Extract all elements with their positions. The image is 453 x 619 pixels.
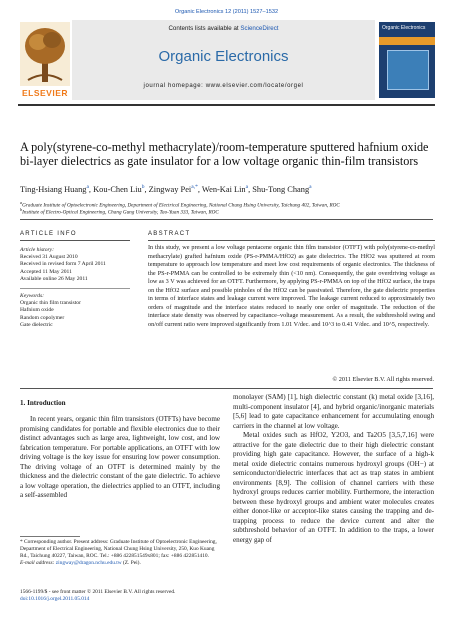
- journal-cover-thumbnail: [379, 22, 435, 98]
- info-top-rule: [20, 219, 433, 220]
- contents-prefix: Contents lists available at: [168, 25, 241, 32]
- cover-image: [387, 50, 429, 90]
- author-affiliation-marker: a: [309, 184, 312, 190]
- keyword-1: Organic thin film transistor: [20, 300, 81, 307]
- author-affiliation-marker: b: [141, 184, 145, 190]
- doi-link[interactable]: doi:10.1016/j.orgel.2011.05.014: [20, 596, 90, 602]
- affiliation-a-marker: a: [20, 200, 23, 205]
- author-name: Wen-Kai Lin: [201, 184, 246, 194]
- keywords-block: [20, 293, 135, 329]
- author-separator: ,: [144, 184, 149, 194]
- abstract-text: In this study, we present a low voltage pentacene organic thin film transistor (OTFT) with poly(styrene-co-methyl methacrylate) grafted hafnium oxide (PS-r-PMMA/HfO2) as gate dielectrics. The HfO2 was sputtered at room temperature to approach low temperature and meet low cost requirements of organic electronics. The thickness of the PS-r-PMMA can be controlled to be extremely thin (<10 nm). Consequently, the gate overdriving voltage as low as 3 V was achieved for an OTFT. Furthermore, by applying PS-r-PMMA on top of the HfO2 surface, the traps on the HfO2 surface and possible pinholes of the HfO2 can be passivated. Therefore, the gate dielectric properties in terms of interface states and leakage current were improved. The leakage current reduced to approximately two orders of magnitude and the interface states reduced to nearly one order of magnitude. The reduction of the interface state density was observed by capacitance–voltage measurement. As a result, the subthreshold swing and on/off current ratio were improved significantly from 1.01 V/dec. and 10^3 to 0.41 V/dec. and 10^5, respectively.: [148, 244, 435, 328]
- keywords-label: Keywords:: [20, 293, 45, 299]
- footnote-rule: [20, 536, 80, 537]
- author-name: Shu-Tong Chang: [252, 184, 310, 194]
- journal-title: Organic Electronics: [158, 48, 289, 65]
- keyword-2: Hafnium oxide: [20, 307, 54, 314]
- history-label: Article history:: [20, 247, 55, 253]
- keywords-rule: [20, 288, 130, 289]
- author-separator: ,: [197, 184, 202, 194]
- introduction-heading: 1. Introduction: [20, 399, 66, 407]
- history-revised: Received in revised form 7 April 2011: [20, 261, 106, 268]
- elsevier-tree-logo-icon: [20, 22, 70, 98]
- author-name: Ting-Hsiang Huang: [20, 184, 87, 194]
- intro-left-paragraph: In recent years, organic thin film transistors (OTFTs) have become promising candidates for portable and flexible electronics due to their distinct advantages such as large area, lightweight, low cost, and low fabrication temperature. For portable applications, an OTFT with low driving voltage is the key issue for ensuring low power consumption. The driving voltage of an OTFT is determined mainly by the thickness and the dielectric constant of the gate dielectric. To achieve a low voltage operation, the dielectrics applied to an OTFT, including a self-assembled: [20, 415, 220, 499]
- article-history: [20, 247, 135, 283]
- corresponding-author-footnote: [20, 539, 220, 567]
- author-separator: ,: [248, 184, 253, 194]
- author-separator: ,: [88, 184, 94, 194]
- cover-title: Organic Electronics: [382, 25, 426, 31]
- article-meta: [20, 589, 280, 603]
- journal-homepage[interactable]: journal homepage: www.elsevier.com/locate/orgel: [143, 83, 304, 89]
- affiliation-b: [20, 207, 440, 216]
- abstract-rule: [148, 240, 435, 241]
- intro-right-paragraph-2: Metal oxides such as HfO2, Y2O3, and Ta2O5 [3,5,7,16] were attractive for the gate dielectric due to their high dielectric constant providing high gate capacitance. However, the surface of a high-k metal oxide dielectric contains numerous hydroxyl groups (OH−) at semiconductor/dielectric interfaces that act as trap states in ambient environments [8,9]. The collision of channel carriers with these hydroxyl groups reduces carrier mobility. Furthermore, the interaction between these hydroxyl groups and ambient water molecules creates either donor-like or acceptor-like states causing the trapping and de-trapping process to reduce the device current and alter the subthreshold behavior of an OTFT. In addition to the traps, a lower energy gap of: [233, 431, 434, 544]
- author-affiliation-marker: a: [245, 184, 249, 190]
- affiliation-b-marker: b: [20, 207, 23, 212]
- history-online: Available online 26 May 2011: [20, 275, 88, 282]
- author-name: Kou-Chen Liu: [93, 184, 142, 194]
- article-info-heading: ARTICLE INFO: [20, 231, 77, 237]
- article-title: A poly(styrene-co-methyl methacrylate)/room-temperature sputtered hafnium oxide bi-layer dielectrics as gate insulator for a low voltage organic thin-film transistors: [20, 140, 429, 168]
- affiliation-b-text: Institute of Electro-Optical Engineering, Chang Gung University, Tao-Yuan 333, Taiwan, ROC: [22, 209, 219, 216]
- issn-line: 1566-1199/$ - see front matter © 2011 Elsevier B.V. All rights reserved.: [20, 589, 176, 595]
- keyword-3: Random copolymer: [20, 314, 65, 321]
- email-label: E-mail address:: [20, 560, 56, 567]
- author-affiliation-marker: a,*: [191, 184, 198, 190]
- intro-right-paragraph-1: monolayer (SAM) [1], high dielectric constant (k) metal oxide [3,16], multi-component insulator [4], and hybrid organic/inorganic materials [5,6] lead to gate capacitance enhancement for accumulating enough carriers in the channel at low voltage.: [233, 393, 434, 430]
- sciencedirect-link[interactable]: ScienceDirect: [240, 25, 279, 32]
- abstract-copyright: © 2011 Elsevier B.V. All rights reserved.: [332, 376, 434, 383]
- author-list: [20, 184, 440, 194]
- author-name: Zingway Pei: [148, 184, 192, 194]
- cover-band: [379, 37, 435, 45]
- contents-availability: [72, 25, 375, 32]
- article-info-rule: [20, 240, 130, 241]
- footnote-email-line: [20, 560, 220, 567]
- abstract-heading: ABSTRACT: [148, 231, 191, 237]
- email-suffix: (Z. Pei).: [121, 560, 141, 567]
- header-rule: [18, 104, 435, 106]
- affiliation-a-text: Graduate Institute of Optoelectronic Engineering, Department of Electrical Engineering, National Chung Hsing University, Taichung 402, Taiwan, ROC: [22, 202, 340, 209]
- author-affiliation-marker: a: [86, 184, 89, 190]
- history-received: Received 31 August 2010: [20, 254, 78, 261]
- abstract-bottom-rule: [20, 388, 433, 389]
- email-link[interactable]: zingway@dragon.nchu.edu.tw: [55, 560, 122, 567]
- keyword-4: Gate dielectric: [20, 321, 53, 328]
- elsevier-wordmark: ELSEVIER: [21, 88, 69, 98]
- history-accepted: Accepted 11 May 2011: [20, 268, 72, 275]
- journal-reference[interactable]: Organic Electronics 12 (2011) 1527–1532: [174, 9, 279, 15]
- footnote-text: * Corresponding author. Present address: Graduate Institute of Optoelectronic Engineering, Department of Electrical Engineering, National Chung Hsing University, 250, Kuo Kuang Rd., Taichung 40227, Taiwan, ROC. Tel.: +886 422851549x801; fax: +886 422851410.: [20, 539, 217, 560]
